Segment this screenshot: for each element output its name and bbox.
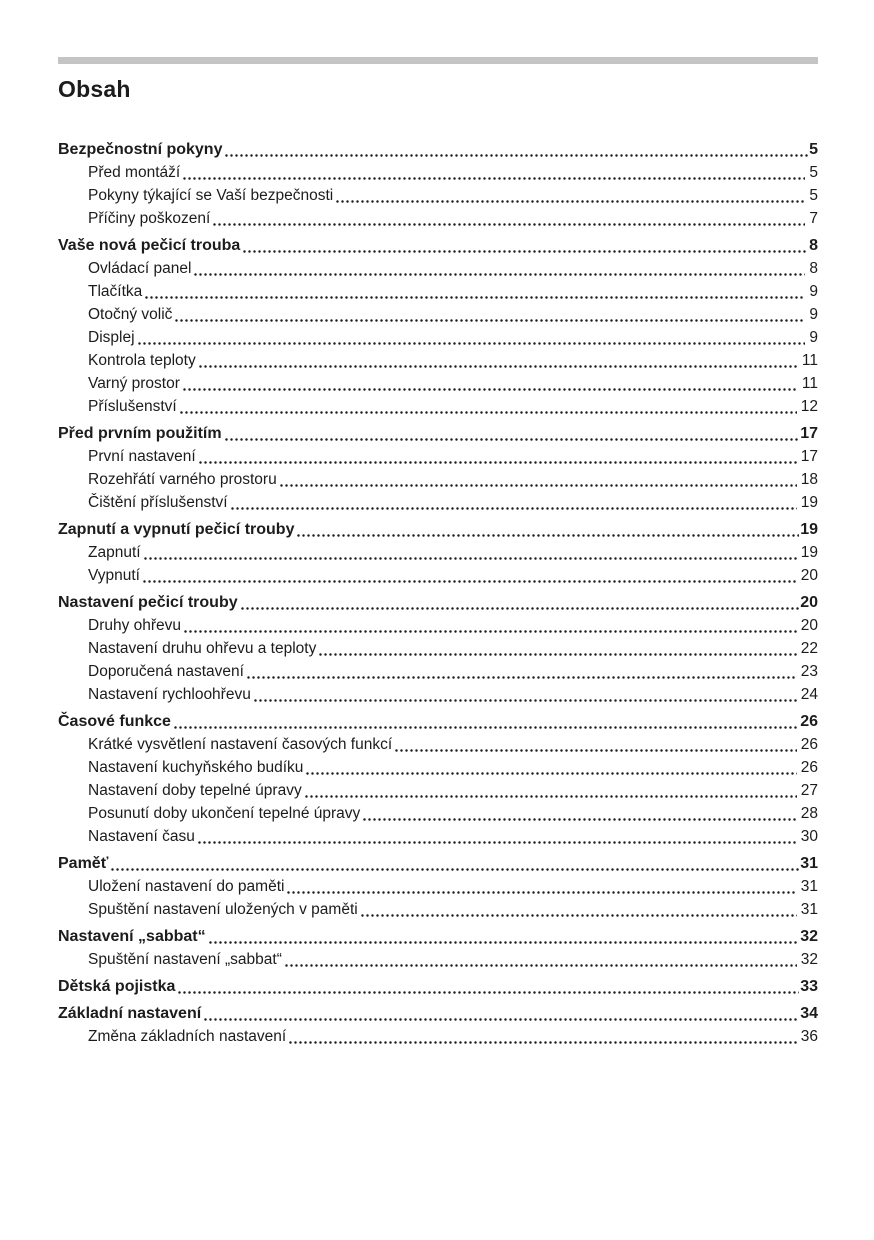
- toc-entry-label: Spuštění nastavení uložených v paměti: [88, 901, 358, 918]
- toc-page-number: 8: [809, 237, 818, 254]
- toc-page-number: 31: [800, 855, 818, 872]
- dot-leader: [198, 460, 797, 465]
- toc-row: [58, 161, 818, 184]
- toc-page-number: 12: [800, 398, 818, 415]
- toc-entry-label: Doporučená nastavení: [88, 663, 244, 680]
- dot-leader: [279, 483, 797, 488]
- toc-row: [58, 207, 818, 230]
- toc-entry-label: Před prvním použitím: [58, 425, 222, 442]
- toc-page-number: 20: [800, 567, 818, 584]
- toc-entry-label: Zapnutí: [88, 544, 141, 561]
- toc-entry-label: Čištění příslušenství: [88, 494, 228, 511]
- toc-row: [58, 445, 818, 468]
- toc-row: [58, 234, 818, 257]
- toc-row: [58, 468, 818, 491]
- toc-row: [58, 756, 818, 779]
- toc-entry-label: Otočný volič: [88, 306, 173, 323]
- dot-leader: [246, 675, 797, 680]
- dot-leader: [240, 606, 800, 611]
- toc-entry-label: Nastavení rychloohřevu: [88, 686, 251, 703]
- dot-leader: [288, 1040, 797, 1045]
- dot-leader: [197, 840, 797, 845]
- toc-page-number: 20: [800, 617, 818, 634]
- toc-row: [58, 564, 818, 587]
- dot-leader: [224, 153, 808, 158]
- toc-page-number: 19: [800, 544, 818, 561]
- toc-row: [58, 875, 818, 898]
- toc-entry-label: Uložení nastavení do paměti: [88, 878, 285, 895]
- toc-row: [58, 975, 818, 998]
- dot-leader: [296, 533, 799, 538]
- toc-row: [58, 541, 818, 564]
- toc-entry-label: Nastavení druhu ohřevu a teploty: [88, 640, 317, 657]
- toc-row: [58, 852, 818, 875]
- toc-row: [58, 825, 818, 848]
- dot-leader: [224, 437, 800, 442]
- toc-page-number: 32: [800, 928, 818, 945]
- toc-entry-label: Paměť: [58, 855, 109, 872]
- dot-leader: [208, 940, 800, 945]
- toc-page-number: 11: [801, 375, 818, 392]
- toc-row: [58, 948, 818, 971]
- table-of-contents: [58, 138, 818, 1048]
- dot-leader: [183, 629, 797, 634]
- toc-entry-label: Vaše nová pečicí trouba: [58, 237, 241, 254]
- dot-leader: [144, 295, 805, 300]
- toc-row: [58, 1002, 818, 1025]
- toc-entry-label: Změna základních nastavení: [88, 1028, 287, 1045]
- toc-entry-label: Posunutí doby ukončení tepelné úpravy: [88, 805, 361, 822]
- dot-leader: [137, 341, 806, 346]
- toc-entry-label: Časové funkce: [58, 713, 171, 730]
- dot-leader: [142, 579, 797, 584]
- dot-leader: [203, 1017, 799, 1022]
- toc-page-number: 18: [800, 471, 818, 488]
- toc-entry-label: Nastavení kuchyňského budíku: [88, 759, 304, 776]
- dot-leader: [173, 725, 799, 730]
- toc-page-number: 7: [809, 210, 818, 227]
- toc-entry-label: První nastavení: [88, 448, 196, 465]
- toc-page-number: 24: [800, 686, 818, 703]
- toc-row: [58, 491, 818, 514]
- toc-entry-label: Před montáží: [88, 164, 181, 181]
- toc-page-number: 26: [800, 759, 818, 776]
- toc-entry-label: Bezpečnostní pokyny: [58, 141, 223, 158]
- toc-page-number: 32: [800, 951, 818, 968]
- toc-entry-label: Pokyny týkající se Vaší bezpečnosti: [88, 187, 334, 204]
- toc-page-number: 26: [800, 736, 818, 753]
- toc-row: [58, 303, 818, 326]
- toc-page-number: 23: [800, 663, 818, 680]
- toc-entry-label: Nastavení pečicí trouby: [58, 594, 238, 611]
- toc-row: [58, 138, 818, 161]
- toc-entry-label: Krátké vysvětlení nastavení časových funkcí: [88, 736, 393, 753]
- toc-entry-label: Vypnutí: [88, 567, 140, 584]
- toc-page-number: 5: [809, 164, 818, 181]
- toc-page-number: 31: [800, 878, 818, 895]
- dot-leader: [286, 890, 796, 895]
- dot-leader: [193, 272, 805, 277]
- toc-page-number: 27: [800, 782, 818, 799]
- toc-row: [58, 518, 818, 541]
- toc-row: [58, 614, 818, 637]
- toc-page-number: 33: [800, 978, 818, 995]
- dot-leader: [242, 249, 808, 254]
- dot-leader: [177, 990, 799, 995]
- toc-page-number: 5: [809, 187, 818, 204]
- toc-entry-label: Varný prostor: [88, 375, 180, 392]
- toc-row: [58, 422, 818, 445]
- toc-page-number: 19: [800, 494, 818, 511]
- toc-row: [58, 257, 818, 280]
- toc-row: [58, 372, 818, 395]
- toc-page-number: 17: [800, 425, 818, 442]
- toc-page-number: 34: [800, 1005, 818, 1022]
- dot-leader: [362, 817, 796, 822]
- toc-entry-label: Dětská pojistka: [58, 978, 176, 995]
- toc-entry-label: Kontrola teploty: [88, 352, 196, 369]
- dot-leader: [305, 771, 796, 776]
- toc-entry-label: Nastavení „sabbat“: [58, 928, 206, 945]
- toc-page-number: 9: [809, 283, 818, 300]
- toc-entry-label: Displej: [88, 329, 135, 346]
- toc-row: [58, 733, 818, 756]
- dot-leader: [143, 556, 797, 561]
- toc-row: [58, 395, 818, 418]
- toc-entry-label: Příslušenství: [88, 398, 177, 415]
- toc-page-number: 8: [809, 260, 818, 277]
- dot-leader: [198, 364, 798, 369]
- toc-row: [58, 925, 818, 948]
- toc-entry-label: Rozehřátí varného prostoru: [88, 471, 277, 488]
- toc-row: [58, 184, 818, 207]
- toc-page-number: 31: [800, 901, 818, 918]
- toc-row: [58, 660, 818, 683]
- dot-leader: [179, 410, 797, 415]
- page-title: Obsah: [58, 76, 131, 102]
- toc-row: [58, 349, 818, 372]
- toc-entry-label: Ovládací panel: [88, 260, 192, 277]
- dot-leader: [394, 748, 797, 753]
- toc-page-number: 11: [801, 352, 818, 369]
- dot-leader: [174, 318, 805, 323]
- toc-entry-label: Nastavení doby tepelné úpravy: [88, 782, 302, 799]
- toc-page-number: 5: [809, 141, 818, 158]
- toc-entry-label: Druhy ohřevu: [88, 617, 182, 634]
- toc-page-number: 36: [800, 1028, 818, 1045]
- header-rule: [58, 57, 818, 64]
- dot-leader: [110, 867, 799, 872]
- dot-leader: [304, 794, 797, 799]
- toc-row: [58, 683, 818, 706]
- toc-entry-label: Tlačítka: [88, 283, 143, 300]
- toc-page-number: 28: [800, 805, 818, 822]
- toc-page-number: 26: [800, 713, 818, 730]
- toc-page-number: 20: [800, 594, 818, 611]
- toc-row: [58, 779, 818, 802]
- toc-row: [58, 802, 818, 825]
- toc-page-number: 19: [800, 521, 818, 538]
- toc-page-number: 9: [809, 306, 818, 323]
- toc-entry-label: Spuštění nastavení „sabbat“: [88, 951, 282, 968]
- dot-leader: [182, 176, 805, 181]
- toc-page-number: 9: [809, 329, 818, 346]
- toc-row: [58, 710, 818, 733]
- toc-page-number: 22: [800, 640, 818, 657]
- dot-leader: [335, 199, 805, 204]
- toc-row: [58, 1025, 818, 1048]
- dot-leader: [318, 652, 796, 657]
- dot-leader: [230, 506, 797, 511]
- toc-row: [58, 326, 818, 349]
- dot-leader: [360, 913, 797, 918]
- toc-row: [58, 637, 818, 660]
- dot-leader: [182, 387, 798, 392]
- dot-leader: [212, 222, 805, 227]
- toc-entry-label: Zapnutí a vypnutí pečicí trouby: [58, 521, 295, 538]
- toc-page-number: 17: [800, 448, 818, 465]
- toc-row: [58, 280, 818, 303]
- toc-row: [58, 591, 818, 614]
- toc-entry-label: Nastavení času: [88, 828, 195, 845]
- toc-entry-label: Základní nastavení: [58, 1005, 202, 1022]
- toc-page-number: 30: [800, 828, 818, 845]
- dot-leader: [284, 963, 797, 968]
- dot-leader: [253, 698, 797, 703]
- toc-entry-label: Příčiny poškození: [88, 210, 211, 227]
- toc-row: [58, 898, 818, 921]
